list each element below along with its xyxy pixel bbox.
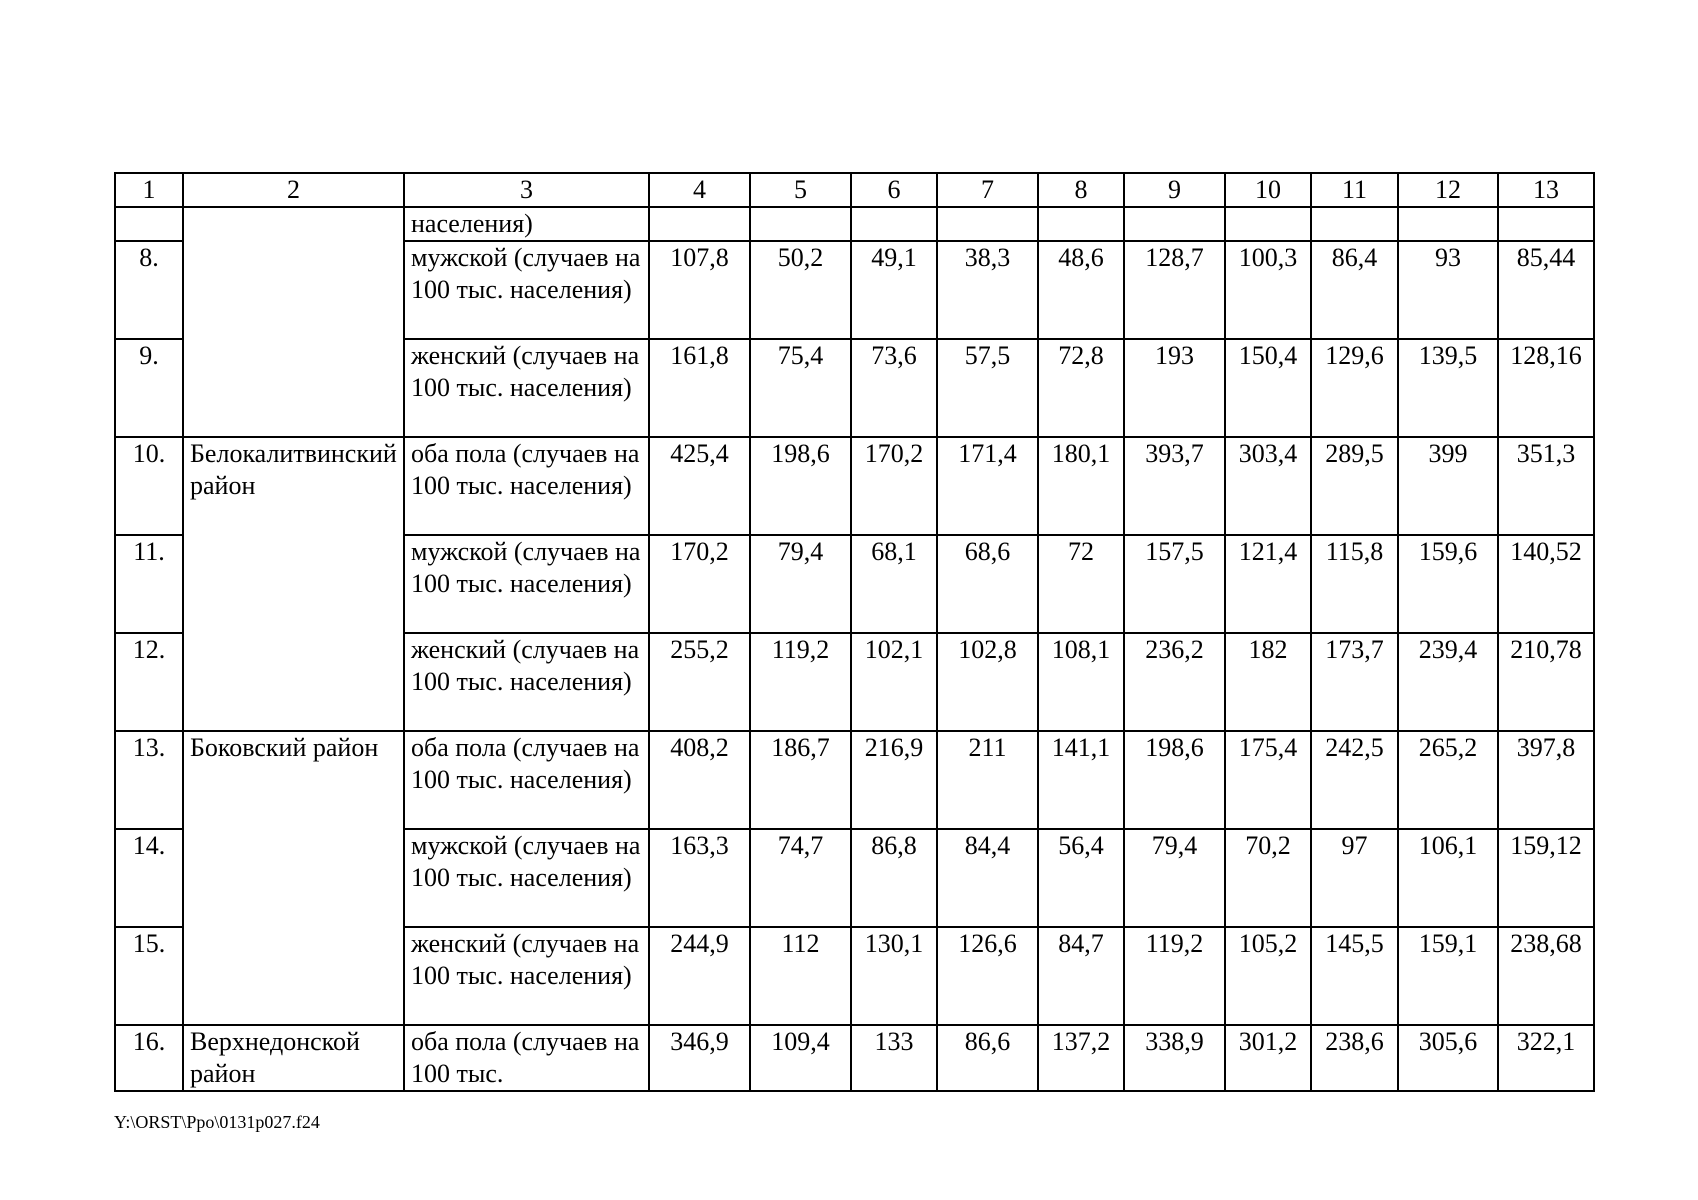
value-cell: 399 (1398, 437, 1498, 535)
value-cell: 115,8 (1311, 535, 1398, 633)
value-cell: 128,16 (1498, 339, 1594, 437)
value-cell: 85,44 (1498, 241, 1594, 339)
header-cell: 2 (183, 173, 404, 207)
header-cell: 5 (750, 173, 851, 207)
header-cell: 7 (937, 173, 1038, 207)
indicator-cell: женский (случаев на 100 тыс. населения) (404, 633, 649, 731)
header-cell: 3 (404, 173, 649, 207)
value-cell: 242,5 (1311, 731, 1398, 829)
table-row (115, 1025, 1594, 1091)
value-cell: 150,4 (1225, 339, 1311, 437)
value-cell: 130,1 (851, 927, 937, 1025)
value-cell: 193 (1124, 339, 1225, 437)
row-number-cell: 10. (115, 437, 183, 535)
value-cell: 70,2 (1225, 829, 1311, 927)
value-cell: 79,4 (750, 535, 851, 633)
value-cell: 425,4 (649, 437, 750, 535)
value-cell (1498, 207, 1594, 241)
row-number-cell (115, 207, 183, 241)
value-cell: 338,9 (1124, 1025, 1225, 1091)
value-cell: 100,3 (1225, 241, 1311, 339)
value-cell: 175,4 (1225, 731, 1311, 829)
value-cell: 145,5 (1311, 927, 1398, 1025)
value-cell: 159,12 (1498, 829, 1594, 927)
value-cell (937, 207, 1038, 241)
header-cell: 10 (1225, 173, 1311, 207)
header-cell: 1 (115, 173, 183, 207)
row-number-cell: 15. (115, 927, 183, 1025)
value-cell: 106,1 (1398, 829, 1498, 927)
value-cell: 119,2 (750, 633, 851, 731)
value-cell: 186,7 (750, 731, 851, 829)
value-cell: 84,4 (937, 829, 1038, 927)
value-cell: 72 (1038, 535, 1124, 633)
row-number-cell: 11. (115, 535, 183, 633)
value-cell: 346,9 (649, 1025, 750, 1091)
value-cell: 303,4 (1225, 437, 1311, 535)
header-cell: 6 (851, 173, 937, 207)
value-cell: 73,6 (851, 339, 937, 437)
value-cell: 351,3 (1498, 437, 1594, 535)
value-cell: 57,5 (937, 339, 1038, 437)
table-row-continuation (115, 207, 1594, 241)
table-row (115, 437, 1594, 535)
value-cell: 119,2 (1124, 927, 1225, 1025)
district-cell: Белокалитвинский район (183, 437, 404, 731)
value-cell (1038, 207, 1124, 241)
value-cell: 159,6 (1398, 535, 1498, 633)
value-cell: 38,3 (937, 241, 1038, 339)
value-cell (750, 207, 851, 241)
value-cell: 49,1 (851, 241, 937, 339)
value-cell: 171,4 (937, 437, 1038, 535)
value-cell (1398, 207, 1498, 241)
indicator-cell: оба пола (случаев на 100 тыс. населения) (404, 731, 649, 829)
indicator-cell: мужской (случаев на 100 тыс. населения) (404, 241, 649, 339)
value-cell: 173,7 (1311, 633, 1398, 731)
value-cell: 305,6 (1398, 1025, 1498, 1091)
value-cell: 72,8 (1038, 339, 1124, 437)
row-number-cell: 8. (115, 241, 183, 339)
indicator-cell: оба пола (случаев на 100 тыс. населения) (404, 437, 649, 535)
value-cell: 102,8 (937, 633, 1038, 731)
value-cell: 93 (1398, 241, 1498, 339)
value-cell: 289,5 (1311, 437, 1398, 535)
table-row (115, 731, 1594, 829)
value-cell: 121,4 (1225, 535, 1311, 633)
value-cell: 109,4 (750, 1025, 851, 1091)
indicator-cell: населения) (404, 207, 649, 241)
value-cell (649, 207, 750, 241)
header-cell: 12 (1398, 173, 1498, 207)
value-cell: 198,6 (750, 437, 851, 535)
value-cell: 56,4 (1038, 829, 1124, 927)
value-cell: 86,8 (851, 829, 937, 927)
file-path-footer: Y:\ORST\Ppo\0131p027.f24 (114, 1112, 320, 1132)
value-cell: 408,2 (649, 731, 750, 829)
value-cell: 68,6 (937, 535, 1038, 633)
value-cell: 137,2 (1038, 1025, 1124, 1091)
district-cell: Боковский район (183, 731, 404, 1025)
value-cell: 97 (1311, 829, 1398, 927)
district-cell: Верхнедонской район (183, 1025, 404, 1091)
row-number-cell: 14. (115, 829, 183, 927)
value-cell: 255,2 (649, 633, 750, 731)
indicator-cell: женский (случаев на 100 тыс. населения) (404, 927, 649, 1025)
value-cell (1225, 207, 1311, 241)
value-cell (1311, 207, 1398, 241)
value-cell: 102,1 (851, 633, 937, 731)
value-cell: 180,1 (1038, 437, 1124, 535)
value-cell: 48,6 (1038, 241, 1124, 339)
value-cell (851, 207, 937, 241)
value-cell: 210,78 (1498, 633, 1594, 731)
value-cell: 211 (937, 731, 1038, 829)
value-cell: 239,4 (1398, 633, 1498, 731)
indicator-cell: женский (случаев на 100 тыс. населения) (404, 339, 649, 437)
value-cell: 198,6 (1124, 731, 1225, 829)
value-cell: 75,4 (750, 339, 851, 437)
value-cell: 163,3 (649, 829, 750, 927)
header-cell: 11 (1311, 173, 1398, 207)
value-cell: 159,1 (1398, 927, 1498, 1025)
value-cell: 238,6 (1311, 1025, 1398, 1091)
value-cell: 170,2 (649, 535, 750, 633)
table-header-row (115, 173, 1594, 207)
value-cell: 236,2 (1124, 633, 1225, 731)
value-cell: 139,5 (1398, 339, 1498, 437)
indicator-cell: мужской (случаев на 100 тыс. населения) (404, 535, 649, 633)
district-cell (183, 207, 404, 437)
value-cell: 129,6 (1311, 339, 1398, 437)
value-cell: 140,52 (1498, 535, 1594, 633)
row-number-cell: 16. (115, 1025, 183, 1091)
value-cell (1124, 207, 1225, 241)
value-cell: 157,5 (1124, 535, 1225, 633)
value-cell: 86,6 (937, 1025, 1038, 1091)
value-cell: 161,8 (649, 339, 750, 437)
value-cell: 216,9 (851, 731, 937, 829)
value-cell: 265,2 (1398, 731, 1498, 829)
header-cell: 8 (1038, 173, 1124, 207)
value-cell: 105,2 (1225, 927, 1311, 1025)
value-cell: 74,7 (750, 829, 851, 927)
value-cell: 108,1 (1038, 633, 1124, 731)
statistics-table (114, 172, 1595, 1092)
value-cell: 79,4 (1124, 829, 1225, 927)
header-cell: 13 (1498, 173, 1594, 207)
value-cell: 68,1 (851, 535, 937, 633)
row-number-cell: 13. (115, 731, 183, 829)
value-cell: 50,2 (750, 241, 851, 339)
row-number-cell: 9. (115, 339, 183, 437)
row-number-cell: 12. (115, 633, 183, 731)
value-cell: 244,9 (649, 927, 750, 1025)
value-cell: 301,2 (1225, 1025, 1311, 1091)
value-cell: 86,4 (1311, 241, 1398, 339)
header-cell: 9 (1124, 173, 1225, 207)
value-cell: 126,6 (937, 927, 1038, 1025)
value-cell: 141,1 (1038, 731, 1124, 829)
value-cell: 322,1 (1498, 1025, 1594, 1091)
value-cell: 397,8 (1498, 731, 1594, 829)
indicator-cell: мужской (случаев на 100 тыс. населения) (404, 829, 649, 927)
value-cell: 107,8 (649, 241, 750, 339)
value-cell: 112 (750, 927, 851, 1025)
value-cell: 393,7 (1124, 437, 1225, 535)
value-cell: 128,7 (1124, 241, 1225, 339)
value-cell: 238,68 (1498, 927, 1594, 1025)
value-cell: 170,2 (851, 437, 937, 535)
value-cell: 133 (851, 1025, 937, 1091)
value-cell: 182 (1225, 633, 1311, 731)
indicator-cell: оба пола (случаев на 100 тыс. (404, 1025, 649, 1091)
header-cell: 4 (649, 173, 750, 207)
value-cell: 84,7 (1038, 927, 1124, 1025)
